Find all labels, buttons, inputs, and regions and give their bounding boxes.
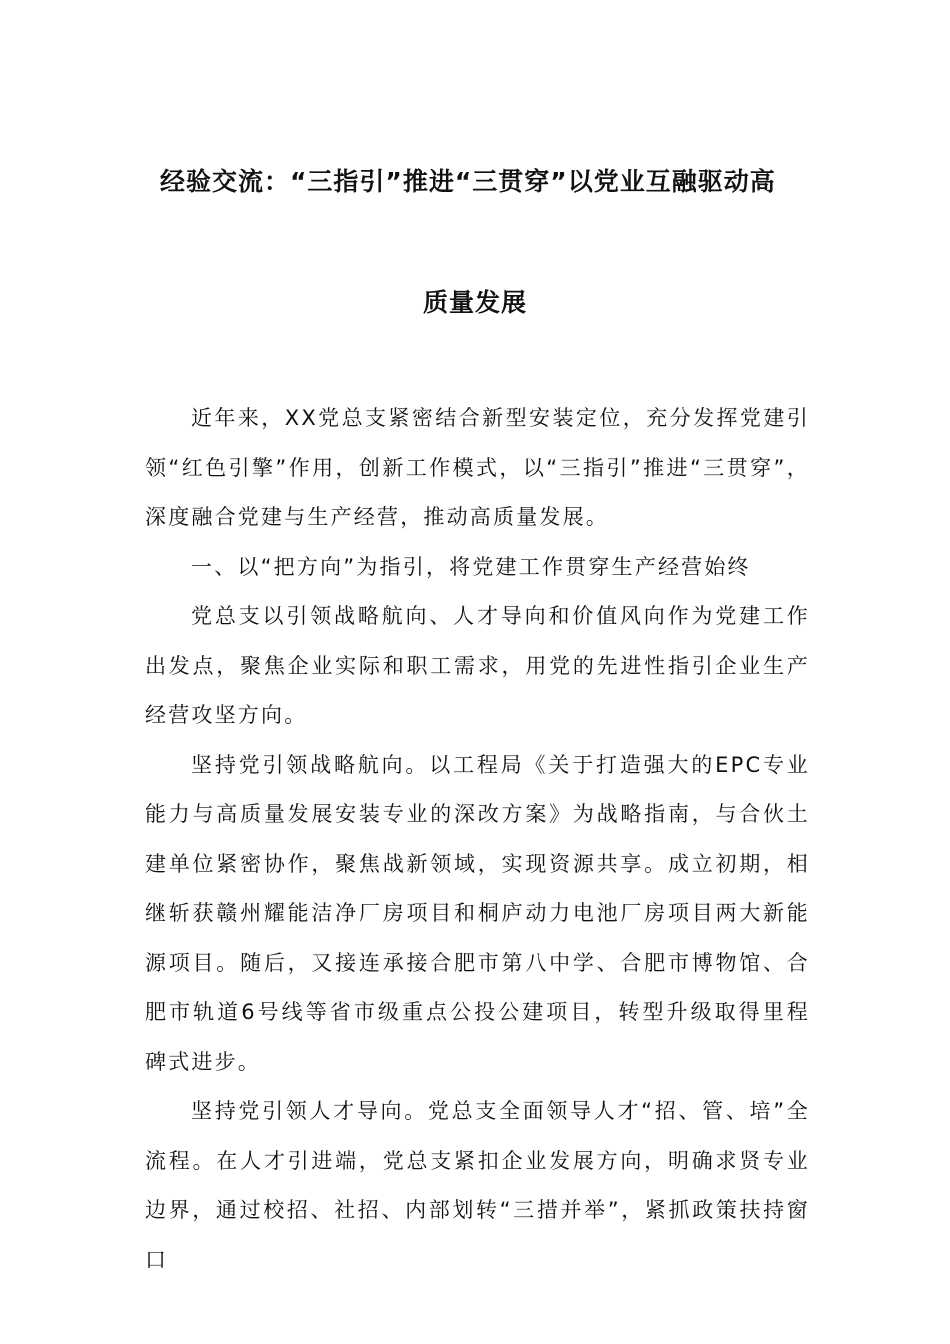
paragraph-strategy: 坚持党引领战略航向。以工程局《关于打造强大的EPC专业能力与高质量发展安装专业的深改方案》为战略指南，与合伙土建单位紧密协作，聚焦战新领域，实现资源共享。成立初期，相继斩获赣州耀能洁净厂房项目和桐庐动力电池厂房项目两大新能源项目。随后，又接连承接合肥市第八中学、合肥市博物馆、合肥市轨道6号线等省市级重点公投公建项目，转型升级取得里程碑式进步。 <box>145 752 810 1074</box>
document-title-line-2: 质量发展 <box>422 288 527 317</box>
paragraph-intro: 近年来，XX党总支紧密结合新型安装定位，充分发挥党建引领“红色引擎”作用，创新工作模式，以“三指引”推进“三贯穿”，深度融合党建与生产经营，推动高质量发展。 <box>145 406 810 529</box>
paragraph-talent: 坚持党引领人才导向。党总支全面领导人才“招、管、培”全流程。在人才引进端，党总支紧扣企业发展方向，明确求贤专业边界，通过校招、社招、内部划转“三措并举”，紧抓政策扶持窗口 <box>145 1099 810 1272</box>
document-title-line-1: 经验交流：“三指引”推进“三贯穿”以党业互融驱动高 <box>160 167 776 196</box>
section-heading-1: 一、以“把方向”为指引，将党建工作贯穿生产经营始终 <box>191 554 751 579</box>
document-body <box>145 394 810 1285</box>
paragraph-section-1-overview: 党总支以引领战略航向、人才导向和价值风向作为党建工作出发点，聚焦企业实际和职工需求，用党的先进性指引企业生产经营攻坚方向。 <box>145 604 810 727</box>
